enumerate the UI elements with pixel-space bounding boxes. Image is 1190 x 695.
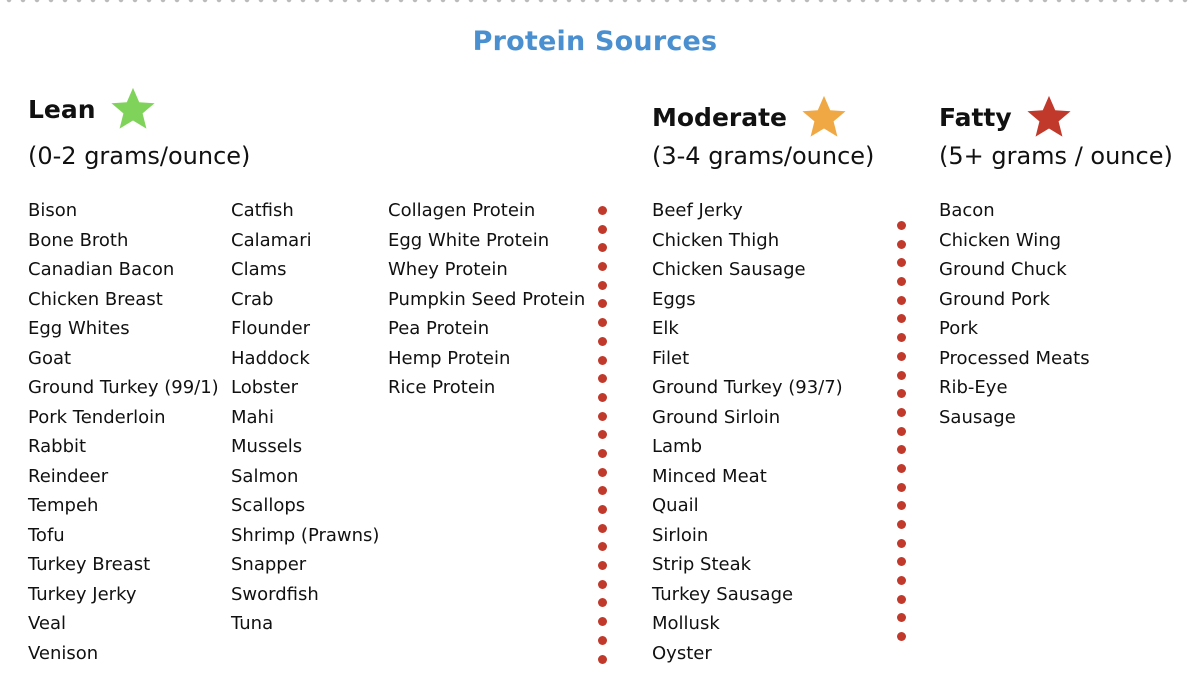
lean-list-col-2 xyxy=(231,196,379,639)
list-item: Turkey Breast xyxy=(28,554,151,575)
fatty-title: Fatty xyxy=(939,102,1012,132)
list-item: Lobster xyxy=(231,377,299,398)
list-item: Scallops xyxy=(231,495,306,516)
divider-dot xyxy=(897,464,906,473)
list-item: Eggs xyxy=(652,288,696,310)
divider-dot xyxy=(897,427,906,436)
divider-dot xyxy=(598,636,607,645)
divider-dot xyxy=(897,539,906,548)
list-item: Calamari xyxy=(231,229,312,251)
page-title: Protein Sources xyxy=(472,26,718,57)
divider-dot xyxy=(897,483,906,492)
list-item: Tempeh xyxy=(28,495,99,516)
divider-dot xyxy=(897,221,906,230)
list-item: Turkey Jerky xyxy=(28,583,137,605)
moderate-star-icon xyxy=(801,94,847,140)
list-item: Elk xyxy=(652,318,679,339)
divider-dot xyxy=(598,356,607,365)
lean-list-col-3 xyxy=(388,196,585,403)
list-item: Ground Chuck xyxy=(939,259,1067,280)
list-item: Ground Sirloin xyxy=(652,406,781,428)
list-item: Bacon xyxy=(939,200,995,221)
lean-range: (0-2 grams/ounce) xyxy=(28,142,251,170)
divider-dot xyxy=(897,352,906,361)
divider-dot xyxy=(598,337,607,346)
divider-dot xyxy=(598,655,607,664)
list-item: Bison xyxy=(28,200,78,221)
list-item: Collagen Protein xyxy=(388,200,536,221)
divider-dot xyxy=(897,333,906,342)
divider-dot xyxy=(598,617,607,626)
list-item: Rice Protein xyxy=(388,377,496,398)
divider-dot xyxy=(598,243,607,252)
lean-star-icon xyxy=(110,86,156,132)
list-item: Flounder xyxy=(231,318,311,339)
list-item: Canadian Bacon xyxy=(28,259,175,280)
list-item: Venison xyxy=(28,642,99,664)
list-item: Sirloin xyxy=(652,524,709,546)
divider-dot xyxy=(598,374,607,383)
divider-dot xyxy=(598,598,607,607)
list-item: Pork Tenderloin xyxy=(28,406,166,428)
divider-dot xyxy=(897,632,906,641)
list-item: Shrimp (Prawns) xyxy=(231,524,380,546)
list-item: Turkey Sausage xyxy=(652,583,794,605)
list-item: Bone Broth xyxy=(28,229,129,251)
list-item: Oyster xyxy=(652,642,712,664)
list-item: Salmon xyxy=(231,465,299,487)
list-item: Ground Turkey (93/7) xyxy=(652,377,843,398)
divider-dot xyxy=(598,468,607,477)
list-item: Minced Meat xyxy=(652,465,767,487)
list-item: Veal xyxy=(28,613,67,634)
divider-dot xyxy=(897,595,906,604)
moderate-title: Moderate xyxy=(652,102,788,132)
fatty-header xyxy=(939,94,1072,140)
fatty-star-icon xyxy=(1026,94,1072,140)
moderate-range: (3-4 grams/ounce) xyxy=(652,142,875,170)
dotted-divider-right xyxy=(895,221,907,651)
list-item: Chicken Wing xyxy=(939,229,1062,251)
list-item: Lamb xyxy=(652,436,703,457)
list-item: Pork xyxy=(939,318,979,339)
divider-dot xyxy=(598,225,607,234)
list-item: Chicken Breast xyxy=(28,288,163,310)
divider-dot xyxy=(897,277,906,286)
list-item: Rabbit xyxy=(28,436,87,457)
list-item: Chicken Thigh xyxy=(652,229,780,251)
divider-dot xyxy=(598,206,607,215)
divider-dot xyxy=(598,393,607,402)
list-item: Filet xyxy=(652,347,690,369)
divider-dot xyxy=(598,580,607,589)
divider-dot xyxy=(598,505,607,514)
divider-dot xyxy=(598,262,607,271)
moderate-list xyxy=(652,196,843,668)
divider-dot xyxy=(897,296,906,305)
list-item: Egg Whites xyxy=(28,318,130,339)
divider-dot xyxy=(897,389,906,398)
list-item: Ground Pork xyxy=(939,288,1050,310)
list-item: Sausage xyxy=(939,406,1016,428)
divider-dot xyxy=(897,314,906,323)
divider-dot xyxy=(897,445,906,454)
list-item: Egg White Protein xyxy=(388,229,550,251)
list-item: Mahi xyxy=(231,406,274,428)
divider-dot xyxy=(598,542,607,551)
lean-header xyxy=(28,86,156,132)
divider-dot xyxy=(598,430,607,439)
list-item: Reindeer xyxy=(28,465,109,487)
divider-dot xyxy=(897,501,906,510)
list-item: Clams xyxy=(231,259,287,280)
divider-dot xyxy=(598,561,607,570)
list-item: Quail xyxy=(652,495,699,516)
list-item: Ground Turkey (99/1) xyxy=(28,377,219,398)
list-item: Goat xyxy=(28,347,72,369)
lean-title: Lean xyxy=(28,94,96,124)
list-item: Mussels xyxy=(231,436,303,457)
divider-dot xyxy=(897,520,906,529)
moderate-header xyxy=(652,94,847,140)
list-item: Mollusk xyxy=(652,613,720,634)
list-item: Swordfish xyxy=(231,583,319,605)
divider-dot xyxy=(598,318,607,327)
divider-dot xyxy=(897,240,906,249)
lean-list-col-1 xyxy=(28,196,219,668)
list-item: Tofu xyxy=(28,524,65,546)
list-item: Pea Protein xyxy=(388,318,490,339)
divider-dot xyxy=(897,371,906,380)
list-item: Processed Meats xyxy=(939,347,1090,369)
list-item: Rib-Eye xyxy=(939,377,1008,398)
list-item: Haddock xyxy=(231,347,310,369)
divider-dot xyxy=(897,613,906,622)
divider-dot xyxy=(598,412,607,421)
list-item: Strip Steak xyxy=(652,554,752,575)
list-item: Snapper xyxy=(231,554,307,575)
dotted-divider-left xyxy=(596,206,608,673)
list-item: Whey Protein xyxy=(388,259,508,280)
divider-dot xyxy=(897,258,906,267)
list-item: Beef Jerky xyxy=(652,200,743,221)
divider-dot xyxy=(897,576,906,585)
list-item: Chicken Sausage xyxy=(652,259,806,280)
list-item: Pumpkin Seed Protein xyxy=(388,288,586,310)
list-item: Crab xyxy=(231,288,274,310)
list-item: Hemp Protein xyxy=(388,347,511,369)
fatty-list xyxy=(939,196,1090,432)
divider-dot xyxy=(598,299,607,308)
fatty-range: (5+ grams / ounce) xyxy=(939,142,1173,170)
divider-dot xyxy=(897,408,906,417)
divider-dot xyxy=(598,449,607,458)
divider-dot xyxy=(897,557,906,566)
list-item: Tuna xyxy=(231,613,274,634)
divider-dot xyxy=(598,524,607,533)
divider-dot xyxy=(598,486,607,495)
divider-dot xyxy=(598,281,607,290)
dotted-top-border xyxy=(0,0,1190,8)
list-item: Catfish xyxy=(231,200,294,221)
